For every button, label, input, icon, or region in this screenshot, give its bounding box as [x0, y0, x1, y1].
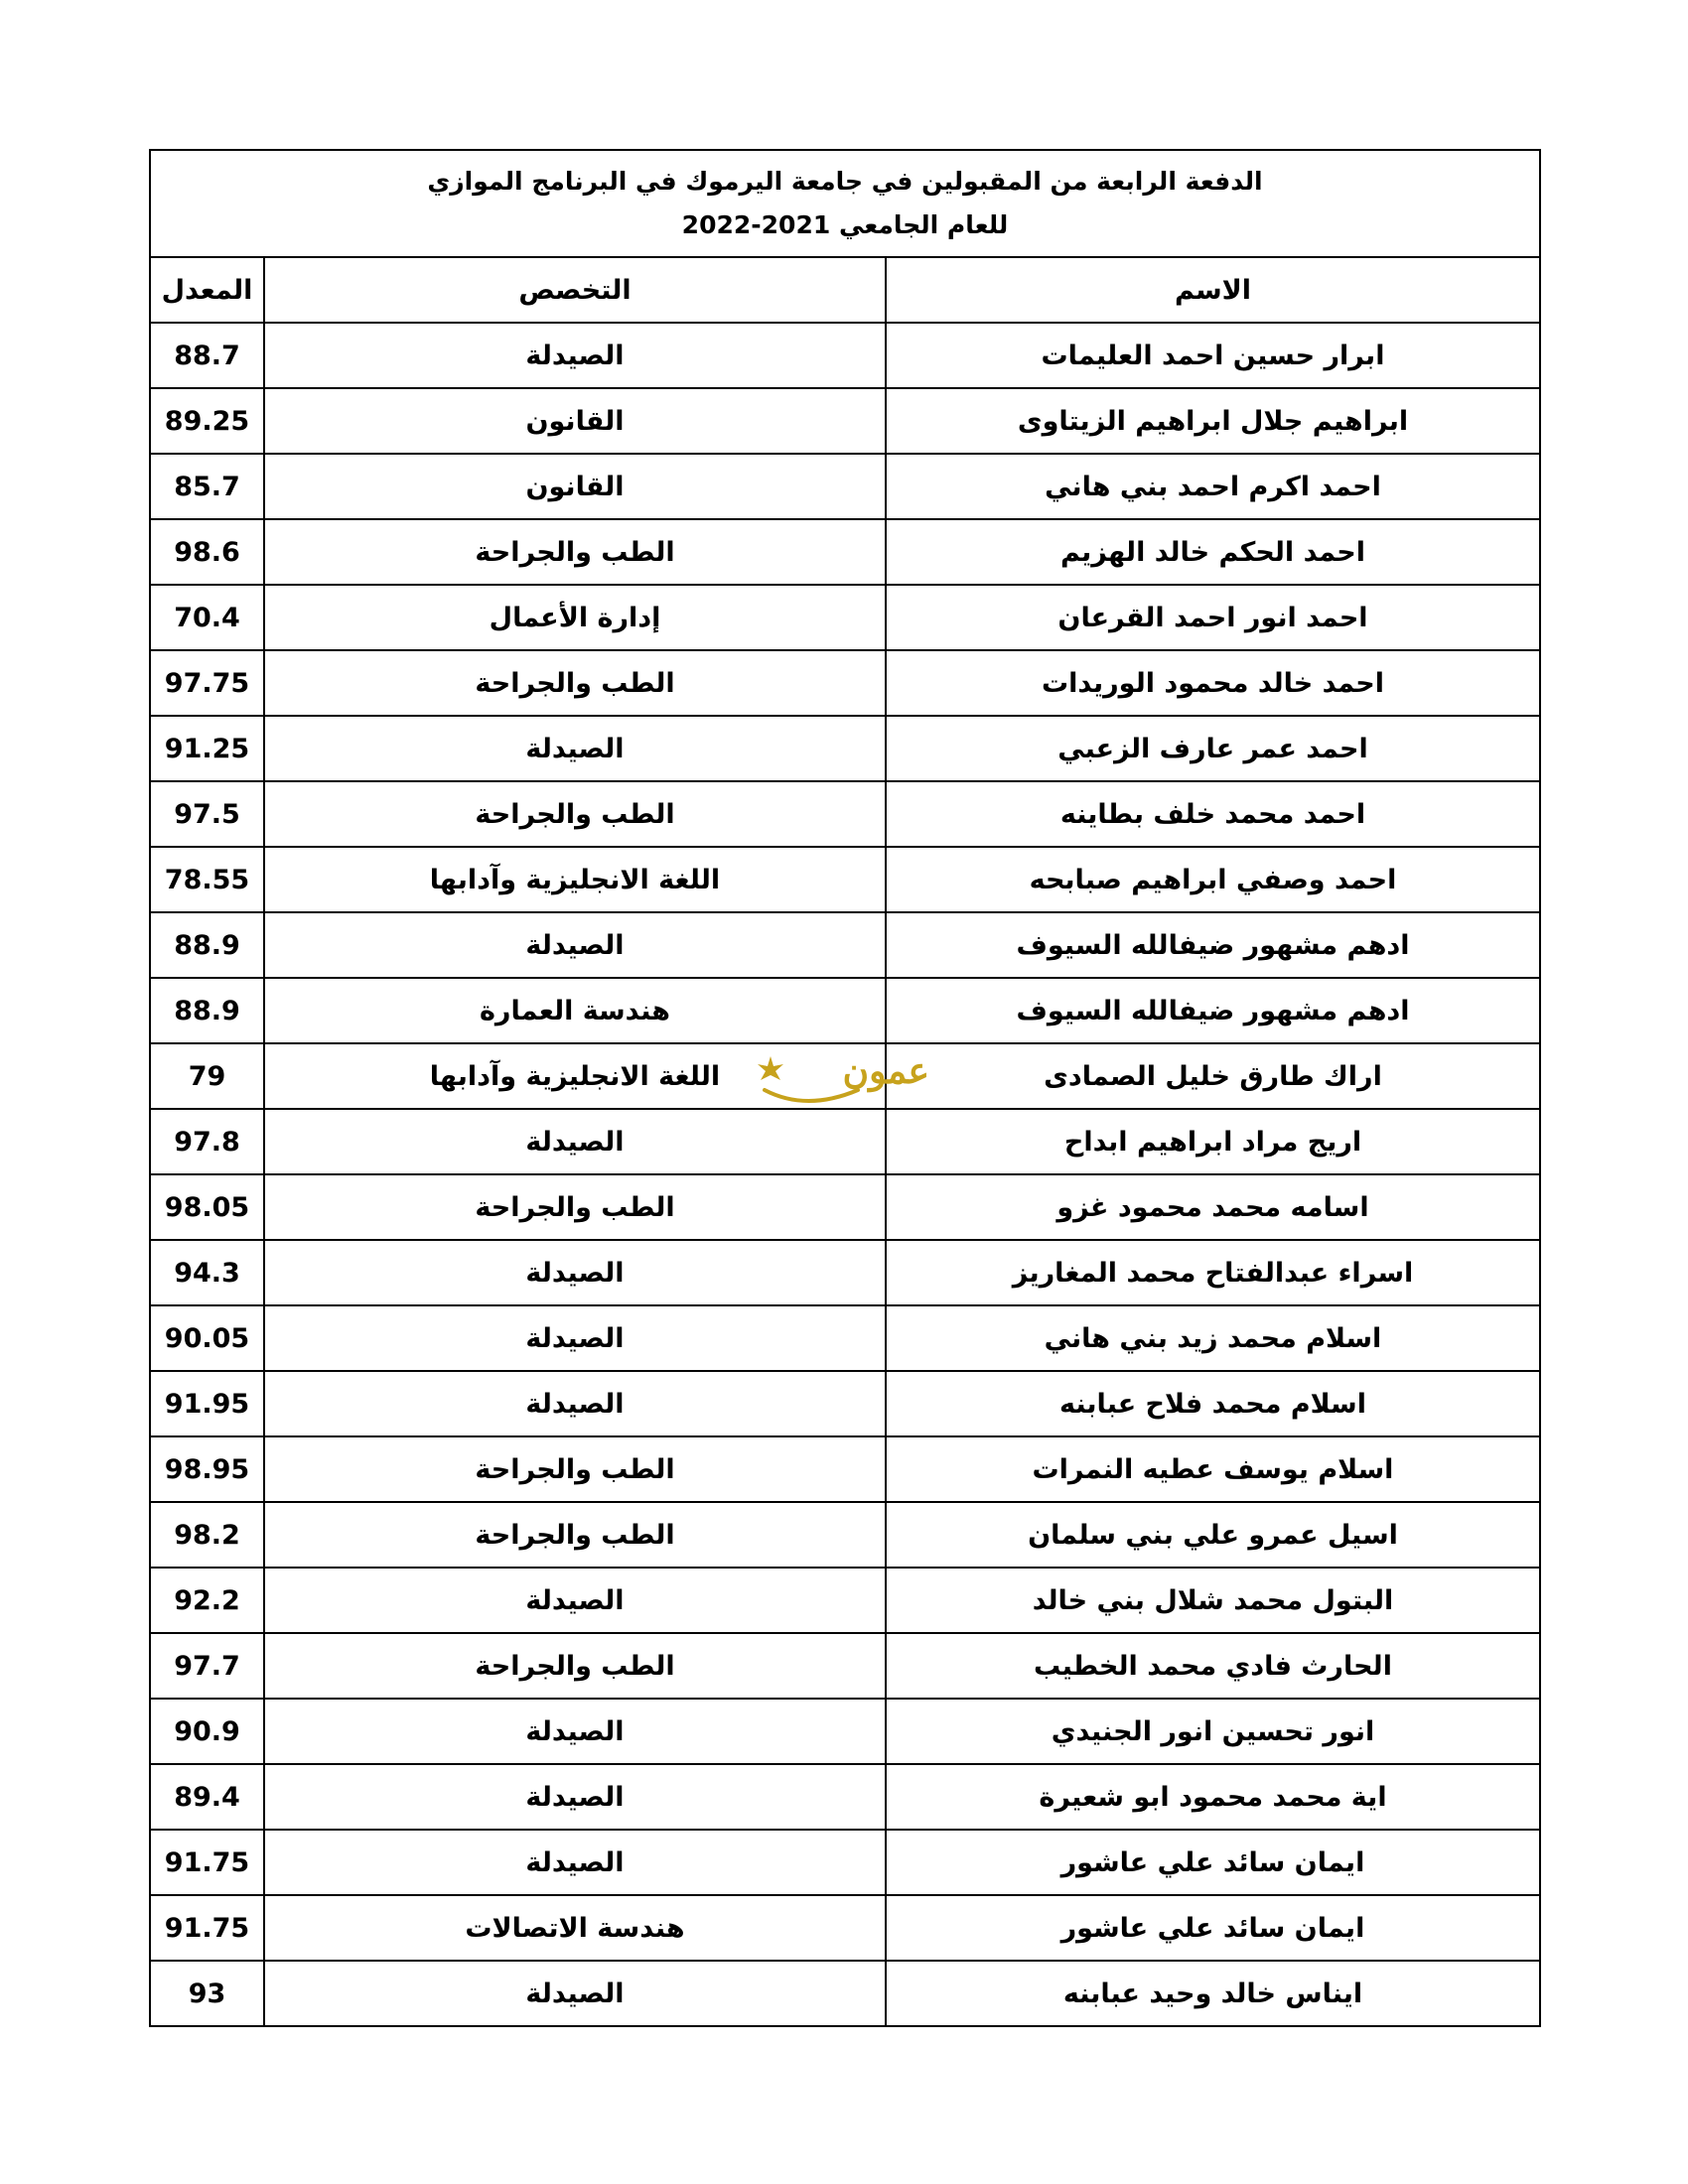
student-average: 94.3	[150, 1240, 264, 1305]
student-average: 97.75	[150, 650, 264, 716]
title-line-1: الدفعة الرابعة من المقبولين في جامعة اليرموك في البرنامج الموازي	[427, 167, 1263, 196]
table-row	[150, 716, 1540, 781]
student-major: الصيدلة	[264, 1830, 886, 1895]
table-body	[150, 323, 1540, 2026]
table-row	[150, 650, 1540, 716]
student-average: 98.05	[150, 1174, 264, 1240]
table-row	[150, 1371, 1540, 1436]
watermark	[747, 1046, 935, 1116]
student-average: 88.9	[150, 978, 264, 1043]
student-major: الصيدلة	[264, 1764, 886, 1830]
student-major: القانون	[264, 388, 886, 454]
table-row	[150, 323, 1540, 388]
table-row	[150, 1240, 1540, 1305]
student-name: احمد الحكم خالد الهزيم	[886, 519, 1540, 585]
student-average: 88.9	[150, 912, 264, 978]
student-major: هندسة الاتصالات	[264, 1895, 886, 1961]
table-row	[150, 1436, 1540, 1502]
student-major: الطب والجراحة	[264, 1633, 886, 1699]
student-name: اراك طارق خليل الصمادى	[886, 1043, 1540, 1109]
student-major: الطب والجراحة	[264, 519, 886, 585]
student-name: اسلام محمد زيد بني هاني	[886, 1305, 1540, 1371]
student-major: الطب والجراحة	[264, 1436, 886, 1502]
table-row	[150, 1502, 1540, 1568]
student-average: 97.8	[150, 1109, 264, 1174]
title-line-2: للعام الجامعي 2021-2022	[681, 210, 1009, 239]
student-average: 79	[150, 1043, 264, 1109]
student-major: هندسة العمارة	[264, 978, 886, 1043]
student-name: احمد اكرم احمد بني هاني	[886, 454, 1540, 519]
table-row	[150, 454, 1540, 519]
table-row	[150, 1764, 1540, 1830]
student-average: 97.7	[150, 1633, 264, 1699]
student-name: انور تحسين انور الجنيدي	[886, 1699, 1540, 1764]
student-major: الصيدلة	[264, 1961, 886, 2026]
student-average: 78.55	[150, 847, 264, 912]
student-name: اية محمد محمود ابو شعيرة	[886, 1764, 1540, 1830]
column-header-average: المعدل	[150, 257, 264, 323]
table-row	[150, 519, 1540, 585]
table-row	[150, 978, 1540, 1043]
student-major: اللغة الانجليزية وآدابها	[264, 847, 886, 912]
student-average: 90.9	[150, 1699, 264, 1764]
table-row	[150, 1961, 1540, 2026]
student-major: الطب والجراحة	[264, 1502, 886, 1568]
student-major: الصيدلة	[264, 1305, 886, 1371]
student-name: ايمان سائد علي عاشور	[886, 1895, 1540, 1961]
student-average: 90.05	[150, 1305, 264, 1371]
student-average: 98.6	[150, 519, 264, 585]
student-average: 98.95	[150, 1436, 264, 1502]
watermark-text: عمون	[842, 1050, 929, 1092]
student-major: الصيدلة	[264, 716, 886, 781]
student-major: الصيدلة	[264, 323, 886, 388]
student-major: الطب والجراحة	[264, 650, 886, 716]
student-average: 91.25	[150, 716, 264, 781]
student-name: احمد وصفي ابراهيم صبابحه	[886, 847, 1540, 912]
student-name: احمد خالد محمود الوريدات	[886, 650, 1540, 716]
student-average: 89.4	[150, 1764, 264, 1830]
student-major: الصيدلة	[264, 1240, 886, 1305]
student-name: البتول محمد شلال بني خالد	[886, 1568, 1540, 1633]
student-average: 88.7	[150, 323, 264, 388]
student-average: 89.25	[150, 388, 264, 454]
student-name: احمد عمر عارف الزعبي	[886, 716, 1540, 781]
student-name: ايمان سائد علي عاشور	[886, 1830, 1540, 1895]
table-row	[150, 847, 1540, 912]
student-average: 85.7	[150, 454, 264, 519]
student-average: 91.75	[150, 1895, 264, 1961]
student-major: الطب والجراحة	[264, 781, 886, 847]
student-major: الصيدلة	[264, 912, 886, 978]
column-header-major: التخصص	[264, 257, 886, 323]
student-average: 70.4	[150, 585, 264, 650]
table-row	[150, 1633, 1540, 1699]
column-header-row	[150, 257, 1540, 323]
table-row	[150, 585, 1540, 650]
student-name: ادهم مشهور ضيفالله السيوف	[886, 912, 1540, 978]
student-average: 91.95	[150, 1371, 264, 1436]
student-average: 97.5	[150, 781, 264, 847]
table-row	[150, 781, 1540, 847]
student-major: إدارة الأعمال	[264, 585, 886, 650]
student-major: اللغة الانجليزية وآدابها	[264, 1043, 886, 1109]
table-row	[150, 388, 1540, 454]
student-name: اريج مراد ابراهيم ابداح	[886, 1109, 1540, 1174]
table-row	[150, 1109, 1540, 1174]
table-row	[150, 1830, 1540, 1895]
student-average: 92.2	[150, 1568, 264, 1633]
student-name: اسلام يوسف عطيه النمرات	[886, 1436, 1540, 1502]
student-major: الطب والجراحة	[264, 1174, 886, 1240]
table-row	[150, 912, 1540, 978]
table-title	[150, 150, 1540, 257]
student-major: الصيدلة	[264, 1699, 886, 1764]
student-major: الصيدلة	[264, 1568, 886, 1633]
table-row	[150, 1174, 1540, 1240]
student-name: اسراء عبدالفتاح محمد المغاريز	[886, 1240, 1540, 1305]
table-row	[150, 1305, 1540, 1371]
table-row	[150, 1895, 1540, 1961]
student-name: ابراهيم جلال ابراهيم الزيتاوى	[886, 388, 1540, 454]
student-name: اسامه محمد محمود غزو	[886, 1174, 1540, 1240]
student-average: 98.2	[150, 1502, 264, 1568]
student-major: الصيدلة	[264, 1109, 886, 1174]
student-major: القانون	[264, 454, 886, 519]
student-name: ادهم مشهور ضيفالله السيوف	[886, 978, 1540, 1043]
student-average: 93	[150, 1961, 264, 2026]
student-name: الحارث فادي محمد الخطيب	[886, 1633, 1540, 1699]
table-row	[150, 1699, 1540, 1764]
student-name: ايناس خالد وحيد عبابنه	[886, 1961, 1540, 2026]
student-major: الصيدلة	[264, 1371, 886, 1436]
table-row	[150, 1568, 1540, 1633]
column-header-name: الاسم	[886, 257, 1540, 323]
student-name: ابرار حسين احمد العليمات	[886, 323, 1540, 388]
student-name: احمد محمد خلف بطاينه	[886, 781, 1540, 847]
student-name: اسلام محمد فلاح عبابنه	[886, 1371, 1540, 1436]
student-name: اسيل عمرو علي بني سلمان	[886, 1502, 1540, 1568]
student-name: احمد انور احمد القرعان	[886, 585, 1540, 650]
student-average: 91.75	[150, 1830, 264, 1895]
